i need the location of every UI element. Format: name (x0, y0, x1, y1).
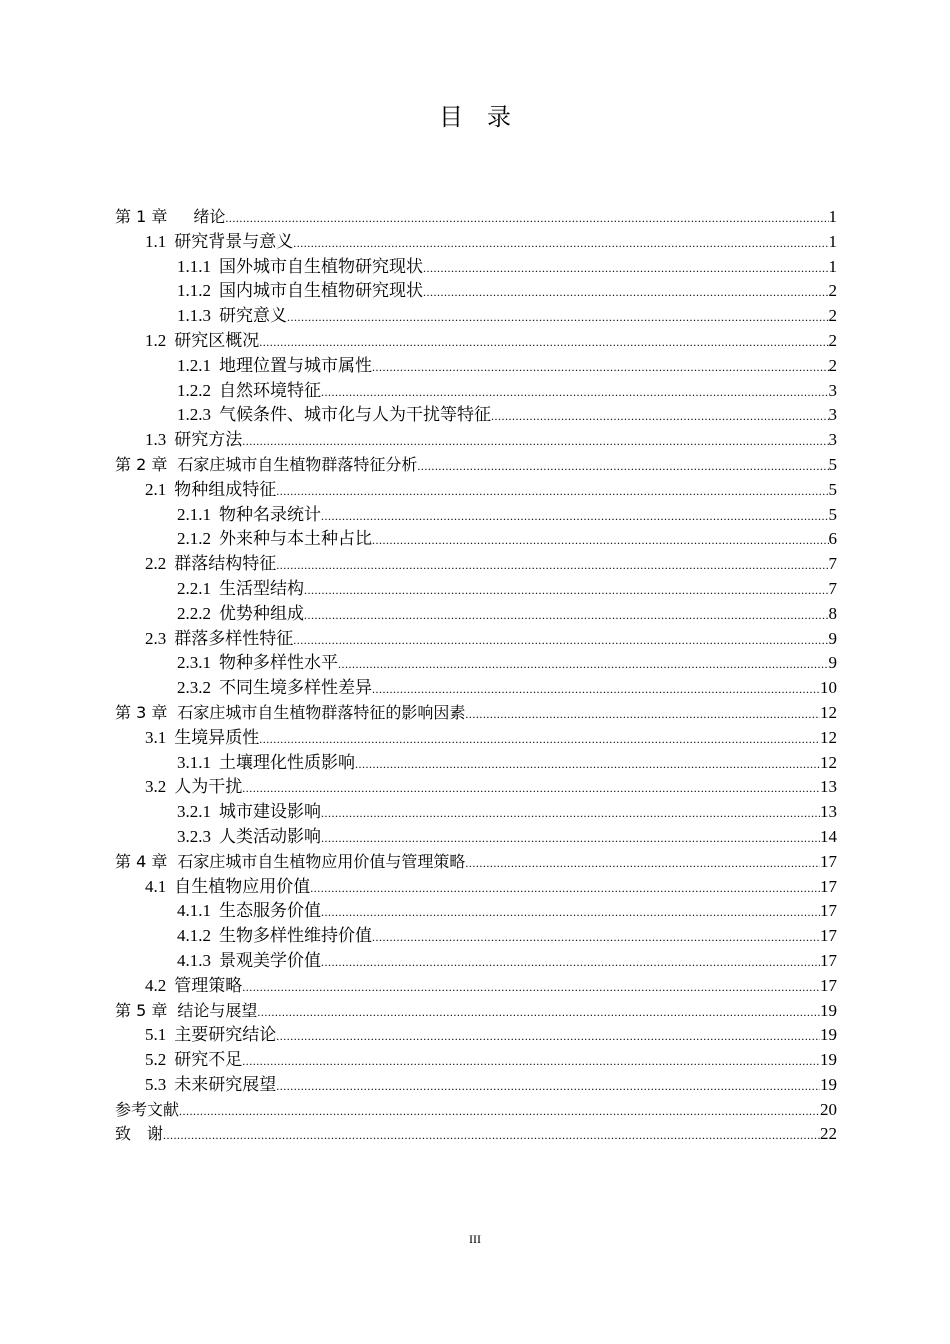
page-number-footer: III (469, 1232, 481, 1246)
toc-entry[interactable] (115, 924, 837, 949)
dot-leader (491, 404, 829, 429)
toc-entry[interactable] (115, 304, 837, 329)
toc-entry-label: 主要研究结论 (174, 1025, 277, 1045)
toc-entry-title (177, 800, 321, 825)
toc-entry-label: 物种多样性水平 (219, 653, 338, 673)
dot-leader (321, 380, 829, 405)
toc-entry-title (145, 627, 293, 652)
toc-entry-title (145, 478, 276, 503)
toc-entry-page: 1 (828, 207, 837, 226)
toc-entry-page: 5 (828, 479, 837, 499)
dot-leader (257, 1000, 820, 1025)
toc-entry-page: 2 (828, 330, 837, 350)
toc-entry-number: 4.2 (145, 975, 167, 995)
toc-entry-title (177, 577, 304, 602)
toc-entry-title (145, 329, 259, 354)
toc-entry-number: 4.1.3 (177, 950, 211, 970)
dot-leader (321, 826, 820, 851)
toc-entry-number: 5.1 (145, 1025, 167, 1045)
toc-entry-label: 致 谢 (115, 1124, 164, 1144)
toc-entry[interactable] (115, 627, 837, 652)
toc-entry-label: 生态服务价值 (219, 901, 321, 921)
toc-entry[interactable] (115, 999, 837, 1024)
toc-entry-number: 2.2.1 (177, 578, 211, 598)
toc-entry-title (177, 751, 355, 776)
toc-entry-title (145, 1048, 242, 1073)
toc-entry-number: 第 5 章 (115, 1000, 168, 1020)
toc-entry-page: 2 (828, 281, 837, 301)
dot-leader (276, 1074, 820, 1099)
toc-entry-title (177, 379, 321, 404)
toc-entry-title (115, 1122, 163, 1147)
toc-entry[interactable] (115, 255, 837, 280)
toc-entry-title (115, 453, 417, 478)
toc-entry-label: 石家庄城市自生植物群落特征的影响因素 (177, 702, 466, 722)
toc-entry-title (177, 527, 372, 552)
toc-entry-page: 8 (828, 603, 837, 623)
toc-entry-title (115, 850, 465, 875)
toc-entry-label: 优势种组成 (219, 603, 304, 623)
toc-entry-page: 17 (820, 851, 837, 871)
toc-entry-page: 17 (820, 950, 837, 970)
dot-leader (276, 553, 828, 578)
toc-entry-title (115, 205, 225, 230)
dot-leader (287, 305, 829, 330)
dot-leader (465, 851, 820, 876)
toc-entry-number: 第 3 章 (115, 702, 168, 722)
toc-entry-number: 3.2.3 (177, 826, 211, 846)
toc-entry-page: 6 (828, 529, 837, 549)
toc-entry[interactable] (115, 875, 837, 900)
toc-entry-number: 2.3 (145, 628, 167, 648)
toc-entry-number: 4.1.2 (177, 926, 211, 946)
toc-entry-page: 5 (828, 454, 837, 474)
toc-entry[interactable] (115, 379, 837, 404)
toc-entry-number: 3.2.1 (177, 802, 211, 822)
toc-entry-label: 物种组成特征 (174, 479, 277, 499)
toc-entry[interactable] (115, 403, 837, 428)
toc-entry[interactable] (115, 676, 837, 701)
toc-entry-number: 第 1 章 (115, 207, 184, 226)
toc-entry[interactable] (115, 503, 837, 528)
table-of-contents (115, 205, 837, 1147)
dot-leader (321, 900, 820, 925)
toc-entry-title (145, 875, 310, 900)
toc-entry[interactable] (115, 775, 837, 800)
toc-entry-page: 19 (820, 1050, 837, 1070)
toc-entry-page: 12 (820, 702, 837, 722)
toc-entry-label: 石家庄城市自生植物群落特征分析 (177, 454, 418, 474)
toc-entry[interactable] (115, 726, 837, 751)
toc-entry-number: 2.3.1 (177, 653, 211, 673)
toc-entry-number: 1.3 (145, 430, 167, 450)
toc-entry-number: 1.1.3 (177, 306, 211, 326)
toc-entry-label: 土壤理化性质影响 (219, 752, 355, 772)
dot-leader (372, 528, 829, 553)
toc-entry-title (145, 230, 293, 255)
toc-entry-page: 5 (828, 504, 837, 524)
dot-leader (259, 330, 828, 355)
toc-entry-page: 3 (828, 405, 837, 425)
dot-leader (372, 355, 829, 380)
toc-entry-title (177, 255, 423, 280)
dot-leader (321, 950, 820, 975)
toc-entry-label: 国内城市自生植物研究现状 (219, 281, 423, 301)
toc-entry-title (177, 304, 287, 329)
toc-entry[interactable] (115, 329, 837, 354)
toc-entry[interactable] (115, 577, 837, 602)
toc-entry[interactable] (115, 800, 837, 825)
toc-entry-title (145, 1073, 276, 1098)
toc-entry-page: 10 (820, 678, 837, 698)
toc-entry-page: 1 (828, 231, 837, 251)
toc-entry-label: 不同生境多样性差异 (219, 678, 372, 698)
toc-entry-page: 19 (820, 1000, 837, 1020)
toc-entry[interactable] (115, 751, 837, 776)
toc-entry-page: 17 (820, 901, 837, 921)
dot-leader (423, 280, 829, 305)
toc-entry-number: 4.1 (145, 876, 167, 896)
toc-entry-number: 1.1.1 (177, 256, 211, 276)
toc-entry-number: 1.2 (145, 330, 167, 350)
toc-entry-label: 景观美学价值 (219, 950, 321, 970)
toc-entry-title (145, 974, 242, 999)
page-title: 目 录 (439, 103, 511, 131)
toc-entry-label: 人类活动影响 (219, 826, 321, 846)
toc-entry-title (115, 999, 257, 1024)
toc-entry-label: 气候条件、城市化与人为干扰等特征 (219, 405, 491, 425)
toc-entry-page: 13 (820, 777, 837, 797)
toc-entry-number: 1.1.2 (177, 281, 211, 301)
toc-entry-label: 城市建设影响 (219, 802, 321, 822)
toc-entry-title (145, 552, 276, 577)
toc-entry-label: 生活型结构 (219, 578, 304, 598)
toc-entry-label: 自生植物应用价值 (174, 876, 311, 896)
toc-entry-title (177, 949, 321, 974)
toc-entry[interactable] (115, 552, 837, 577)
toc-entry[interactable] (115, 974, 837, 999)
dot-leader (259, 727, 820, 752)
toc-entry-number: 2.1 (145, 479, 167, 499)
toc-entry-label: 国外城市自生植物研究现状 (219, 256, 423, 276)
toc-entry-number: 3.1 (145, 727, 167, 747)
toc-entry[interactable] (115, 428, 837, 453)
toc-entry-number: 第 2 章 (115, 454, 168, 474)
toc-entry-label: 管理策略 (174, 975, 243, 995)
toc-entry[interactable] (115, 478, 837, 503)
toc-entry-page: 17 (820, 975, 837, 995)
dot-leader (293, 231, 828, 256)
dot-leader (293, 628, 828, 653)
dot-leader (423, 256, 829, 281)
dot-leader (242, 975, 820, 1000)
dot-leader (276, 479, 828, 504)
toc-entry[interactable] (115, 1048, 837, 1073)
toc-entry-title (145, 1023, 276, 1048)
toc-entry-number: 2.3.2 (177, 678, 211, 698)
toc-entry-title (177, 403, 491, 428)
toc-entry-page: 2 (828, 306, 837, 326)
toc-entry-title (177, 651, 338, 676)
toc-entry-label: 研究区概况 (174, 330, 260, 350)
toc-entry-label: 研究不足 (174, 1050, 243, 1070)
toc-entry-label: 研究意义 (219, 306, 287, 326)
toc-entry-label: 研究方法 (174, 430, 243, 450)
toc-entry-number: 5.3 (145, 1074, 167, 1094)
toc-entry-page: 3 (828, 380, 837, 400)
toc-entry[interactable] (115, 453, 837, 478)
toc-entry[interactable] (115, 1073, 837, 1098)
toc-entry[interactable] (115, 899, 837, 924)
toc-entry-number: 1.2.2 (177, 380, 211, 400)
toc-entry-number: 2.2.2 (177, 603, 211, 623)
toc-entry-title (177, 503, 321, 528)
toc-entry-number: 1.2.1 (177, 355, 211, 375)
toc-entry-page: 14 (820, 826, 837, 846)
toc-entry-label: 人为干扰 (174, 777, 243, 797)
toc-entry[interactable] (115, 850, 837, 875)
toc-entry-page: 17 (820, 876, 837, 896)
dot-leader (310, 876, 820, 901)
toc-entry-page: 2 (828, 355, 837, 375)
toc-entry-label: 结论与展望 (177, 1000, 258, 1020)
toc-entry[interactable] (115, 602, 837, 627)
dot-leader (179, 1099, 820, 1124)
toc-entry-label: 参考文献 (115, 1099, 180, 1119)
dot-leader (304, 603, 829, 628)
toc-entry-title (145, 775, 242, 800)
toc-entry-title (115, 1098, 179, 1123)
toc-entry-page: 19 (820, 1074, 837, 1094)
toc-entry-page: 19 (820, 1025, 837, 1045)
toc-entry[interactable] (115, 527, 837, 552)
toc-entry-title (177, 924, 372, 949)
toc-entry-page: 20 (820, 1099, 837, 1119)
dot-leader (355, 752, 820, 777)
toc-entry-number: 4.1.1 (177, 901, 211, 921)
toc-entry-page: 7 (828, 578, 837, 598)
toc-entry-page: 13 (820, 802, 837, 822)
dot-leader (242, 429, 828, 454)
toc-entry[interactable] (115, 230, 837, 255)
toc-entry-label: 绪论 (193, 207, 226, 226)
toc-entry-label: 石家庄城市自生植物应用价值与管理策略 (177, 851, 466, 871)
dot-leader (372, 677, 820, 702)
toc-entry-page: 17 (820, 926, 837, 946)
dot-leader (465, 702, 820, 727)
toc-entry[interactable] (115, 949, 837, 974)
dot-leader (225, 206, 828, 231)
toc-entry-title (177, 602, 304, 627)
toc-entry-page: 22 (820, 1124, 837, 1144)
toc-entry-number: 1.2.3 (177, 405, 211, 425)
toc-entry-label: 群落多样性特征 (174, 628, 294, 648)
toc-entry[interactable] (115, 1122, 837, 1147)
toc-entry-label: 研究背景与意义 (174, 231, 294, 251)
toc-entry[interactable] (115, 651, 837, 676)
dot-leader (163, 1123, 820, 1148)
toc-entry-title (177, 676, 372, 701)
dot-leader (321, 504, 829, 529)
toc-entry-label: 群落结构特征 (174, 554, 277, 574)
dot-leader (417, 454, 828, 479)
toc-entry-number: 3.1.1 (177, 752, 211, 772)
toc-entry[interactable] (115, 1098, 837, 1123)
toc-entry-page: 12 (820, 727, 837, 747)
toc-entry-page: 12 (820, 752, 837, 772)
toc-entry-title (145, 726, 259, 751)
toc-entry-page: 9 (828, 653, 837, 673)
toc-entry-page: 3 (828, 430, 837, 450)
toc-entry-label: 未来研究展望 (174, 1074, 277, 1094)
toc-entry-label: 自然环境特征 (219, 380, 321, 400)
dot-leader (372, 925, 820, 950)
toc-entry-number: 第 4 章 (115, 851, 168, 871)
toc-entry-label: 生物多样性维持价值 (219, 926, 372, 946)
toc-entry-title (145, 428, 242, 453)
toc-entry-page: 7 (828, 554, 837, 574)
dot-leader (276, 1024, 820, 1049)
toc-entry-number: 2.1.2 (177, 529, 211, 549)
toc-entry-page: 1 (828, 256, 837, 276)
toc-entry-page: 9 (828, 628, 837, 648)
toc-entry[interactable] (115, 825, 837, 850)
dot-leader (338, 652, 829, 677)
dot-leader (321, 801, 820, 826)
toc-entry-title (115, 701, 465, 726)
toc-entry-title (177, 279, 423, 304)
toc-entry[interactable] (115, 1023, 837, 1048)
toc-entry-number: 1.1 (145, 231, 167, 251)
dot-leader (304, 578, 829, 603)
toc-entry-number: 2.1.1 (177, 504, 211, 524)
toc-entry-number: 5.2 (145, 1050, 167, 1070)
toc-entry-number: 2.2 (145, 554, 167, 574)
toc-entry-title (177, 825, 321, 850)
dot-leader (242, 1049, 820, 1074)
toc-entry-title (177, 354, 372, 379)
toc-entry[interactable] (115, 205, 837, 230)
toc-entry[interactable] (115, 354, 837, 379)
toc-entry-label: 物种名录统计 (219, 504, 321, 524)
toc-entry-label: 外来种与本土种占比 (219, 529, 372, 549)
toc-entry[interactable] (115, 701, 837, 726)
toc-entry-number: 3.2 (145, 777, 167, 797)
dot-leader (242, 776, 820, 801)
toc-entry[interactable] (115, 279, 837, 304)
toc-entry-label: 生境异质性 (174, 727, 260, 747)
toc-entry-label: 地理位置与城市属性 (219, 355, 372, 375)
toc-entry-title (177, 899, 321, 924)
